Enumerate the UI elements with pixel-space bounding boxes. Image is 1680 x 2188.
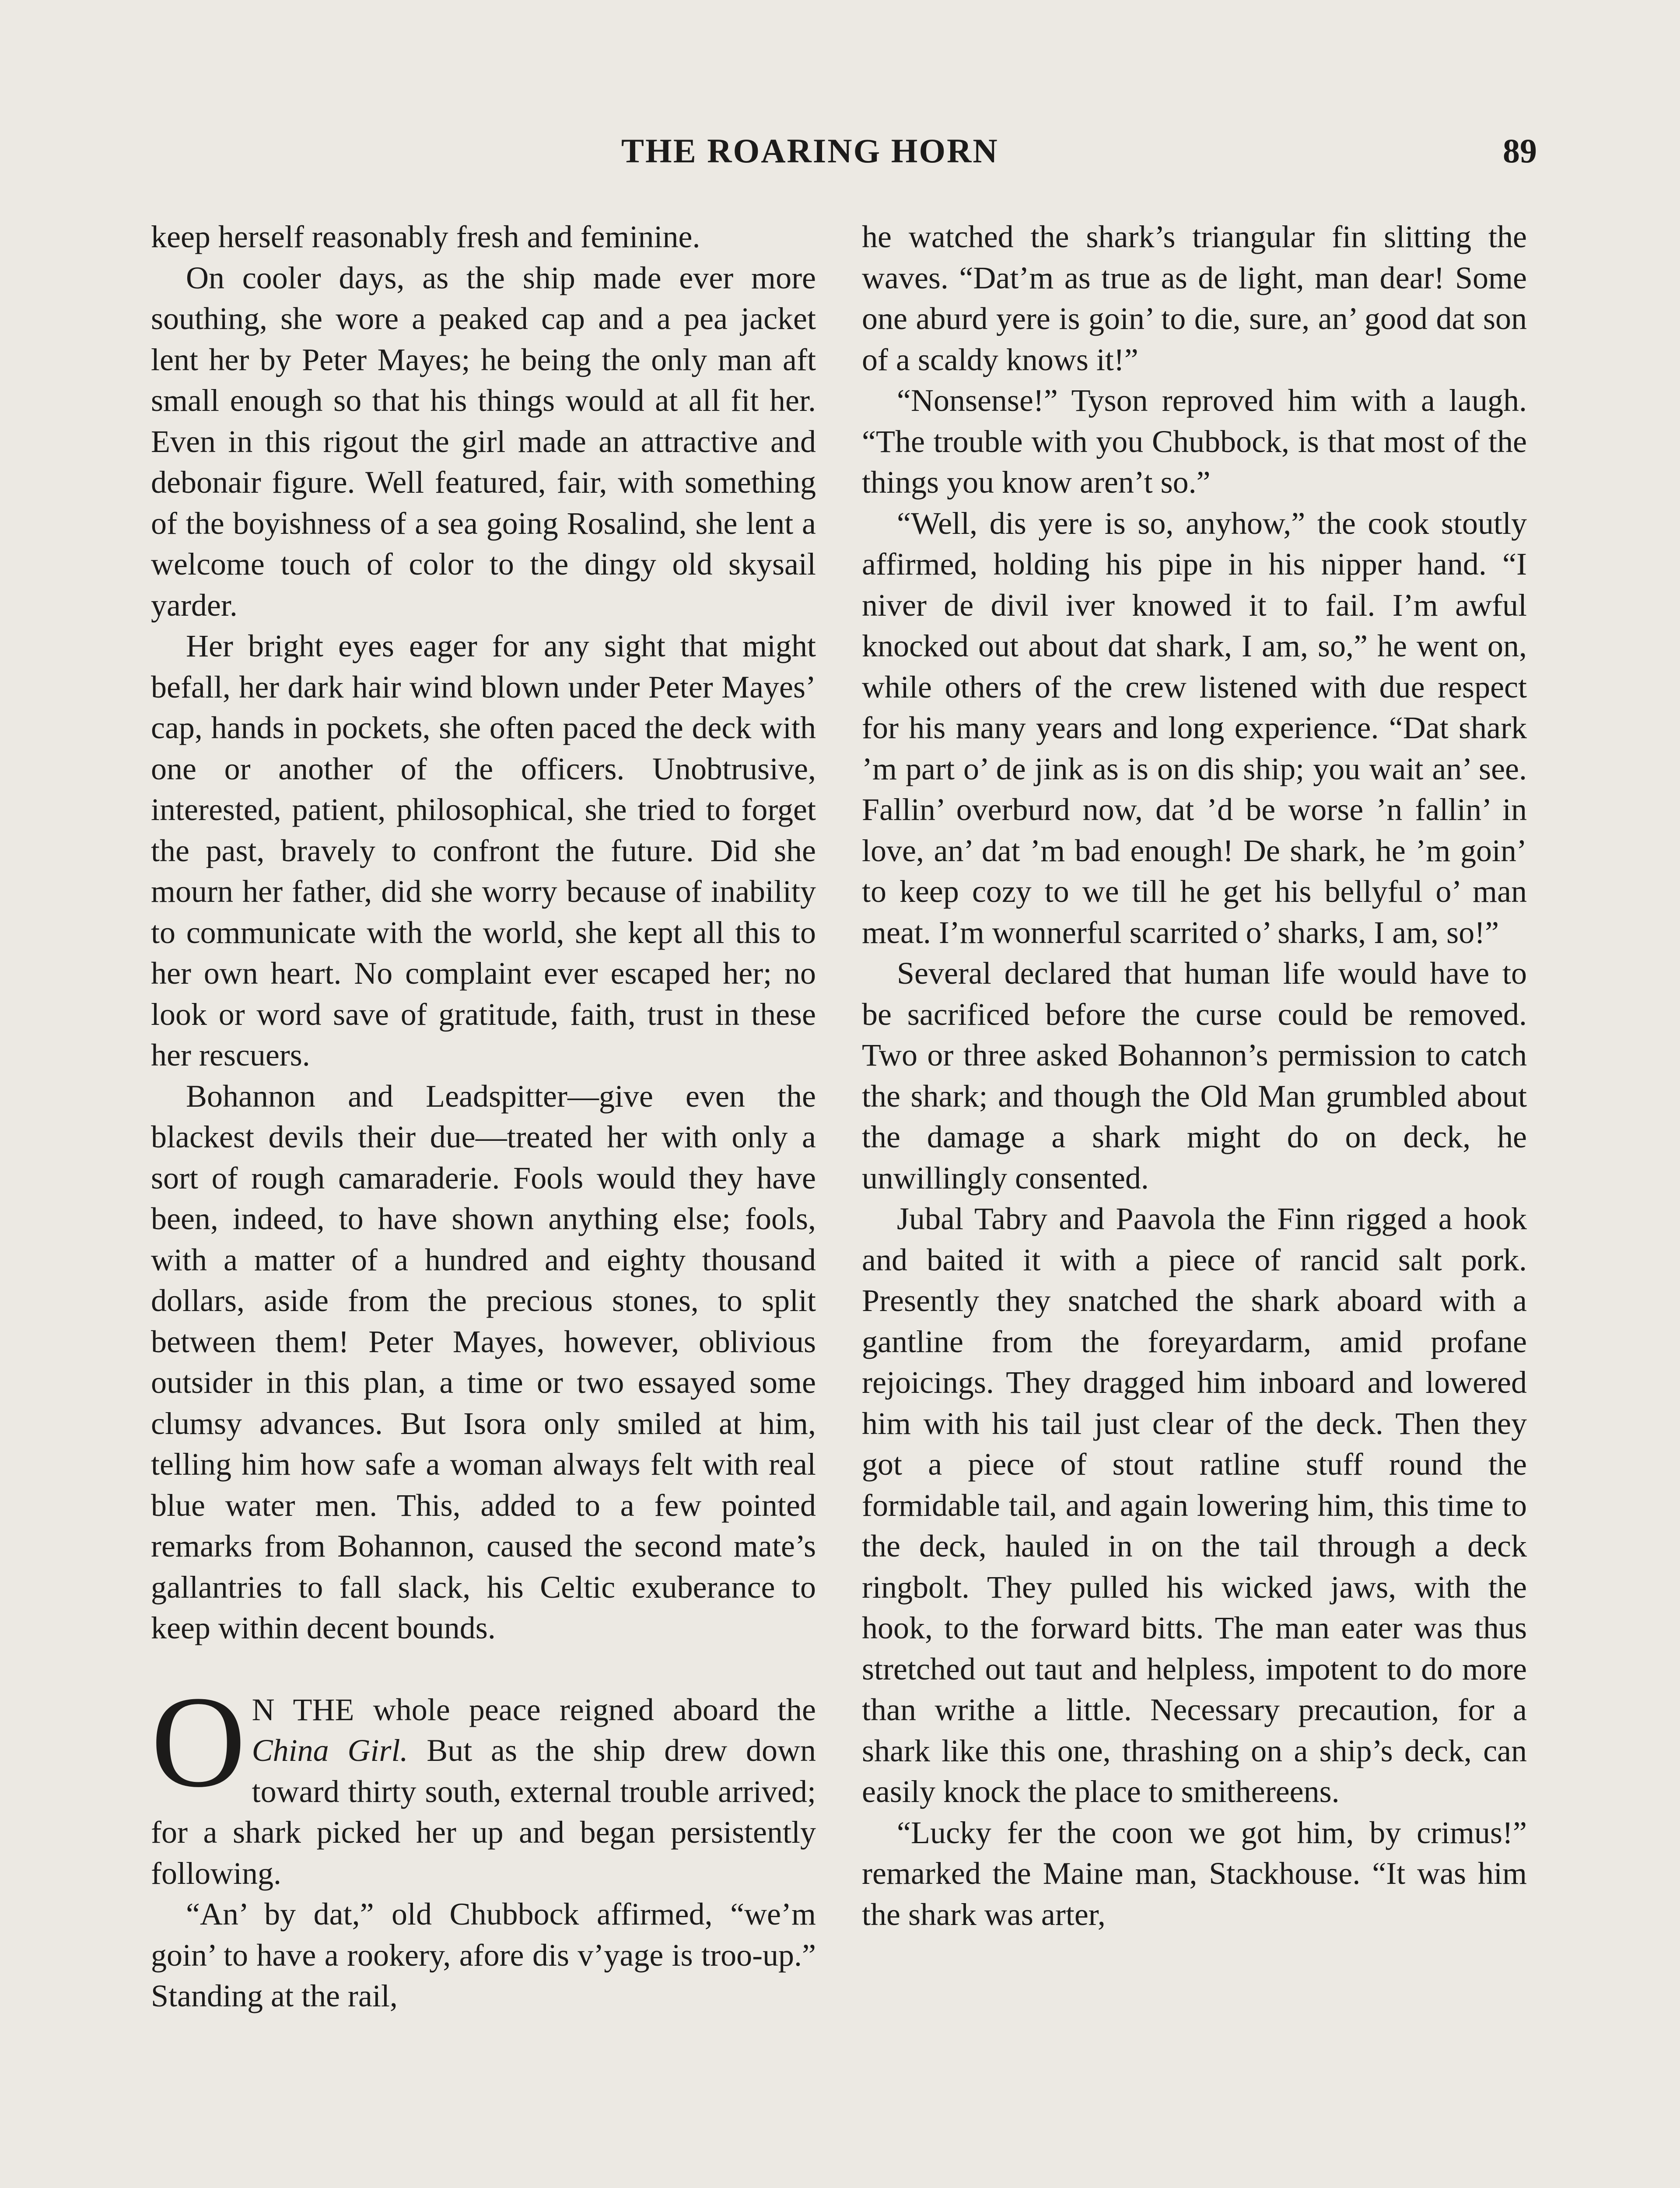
left-column (151, 217, 816, 2017)
ship-name: China Girl. (252, 1733, 408, 1768)
running-header (0, 127, 1680, 179)
paragraph: he watched the shark’s triangular fin slitting the waves. “Dat’m as true as de light, man dear! Some one aburd yere is goin’ to die, sure, an’ good dat son of a scaldy knows it!” (862, 219, 1527, 377)
page-number: 89 (1503, 132, 1537, 170)
paragraph: Her bright eyes eager for any sight that might befall, her dark hair wind blown under Peter Mayes’ cap, hands in pockets, she often paced the deck with one or another of the officers. Unobtrusive, interested, patient, philosophical, she tried to forget the past, bravely to confront the future. Did she mourn her father, did she worry because of inability to communicate with the world, she kept all this to her own heart. No complaint ever escaped her; no look or word save of gratitude, faith, trust in these her rescuers. (151, 628, 816, 1073)
paragraph: Jubal Tabry and Paavola the Finn rigged a hook and baited it with a piece of rancid salt pork. Presently they snatched the shark aboard with a gantline from the foreyardarm, amid profane rejoicings. They dragged him inboard and lowered him with his tail just clear of the deck. Then they got a piece of stout ratline stuff round the formidable tail, and again lowering him, this time to the deck, hauled in on the tail through a deck ringbolt. They pulled his wicked jaws, with the hook, to the forward bitts. The man eater was thus stretched out taut and helpless, impotent to do more than writhe a little. Necessary precaution, for a shark like this one, thrashing on a ship’s deck, can easily knock the place to smithereens. (862, 1201, 1527, 1809)
paragraph: “Lucky fer the coon we got him, by crimus!” remarked the Maine man, Stackhouse. “It was him the shark was arter, (862, 1815, 1527, 1932)
paragraph: Bohannon and Leadspitter—give even the blackest devils their due—treated her with only a sort of rough camaraderie. Fools would they have been, indeed, to have shown anything else; fools, with a matter of a hundred and eighty thousand dollars, aside from the precious stones, to split between them! Peter Mayes, however, oblivious outsider in this plan, a time or two essayed some clumsy advances. But Isora only smiled at him, telling him how safe a woman always felt with real blue water men. This, added to a few pointed remarks from Bohannon, caused the second mate’s gallantries to fall slack, his Celtic exuberance to keep within decent bounds. (151, 1078, 816, 1645)
paragraph-lead: N THE whole peace reigned aboard the (252, 1692, 816, 1727)
paragraph: “Well, dis yere is so, anyhow,” the cook stoutly affirmed, holding his pipe in his nipper hand. “I niver de divil iver knowed it to fail. I’m awful knocked out about dat shark, I am, so,” he went on, while others of the crew listened with due respect for his many years and long experience. “Dat shark ’m part o’ de jink as is on dis ship; you wait an’ see. Fallin’ overburd now, dat ’d be worse ’n fallin’ in love, an’ dat ’m bad enough! De shark, he ’m goin’ to keep cozy to we till he get his bellyful o’ man meat. I’m wonnerful scarrited o’ sharks, I am, so!” (862, 505, 1527, 950)
paragraph: keep herself reasonably fresh and feminine. (151, 219, 700, 254)
paragraph: Several declared that human life would have to be sacrificed before the curse could be removed. Two or three asked Bohannon’s permission to catch the shark; and though the Old Man grumbled about the damage a shark might do on deck, he unwillingly consented. (862, 956, 1527, 1196)
paragraph: “Nonsense!” Tyson reproved him with a laugh. “The trouble with you Chubbock, is that most of the things you know aren’t so.” (862, 383, 1527, 500)
running-title: THE ROARING HORN (621, 132, 999, 170)
paragraph-rest: But as the ship drew down toward thirty south, external trouble arrived; for a shark picked her up and began persistently following. (151, 1733, 816, 1891)
paragraph: On cooler days, as the ship made ever more southing, she wore a peaked cap and a pea jacket lent her by Peter Mayes; he being the only man aft small enough so that his things would at all fit her. Even in this rigout the girl made an attractive and debonair figure. Well featured, fair, with something of the boyishness of a sea going Rosalind, she lent a welcome touch of color to the dingy old skysail yarder. (151, 260, 816, 623)
paragraph: “An’ by dat,” old Chubbock affirmed, “we’m goin’ to have a rookery, afore dis v’yage is troo-up.” Standing at the rail, (151, 1897, 816, 2013)
section-opening-paragraph (151, 1669, 816, 1894)
right-column (862, 217, 1527, 1935)
drop-cap: O (151, 1669, 246, 1814)
